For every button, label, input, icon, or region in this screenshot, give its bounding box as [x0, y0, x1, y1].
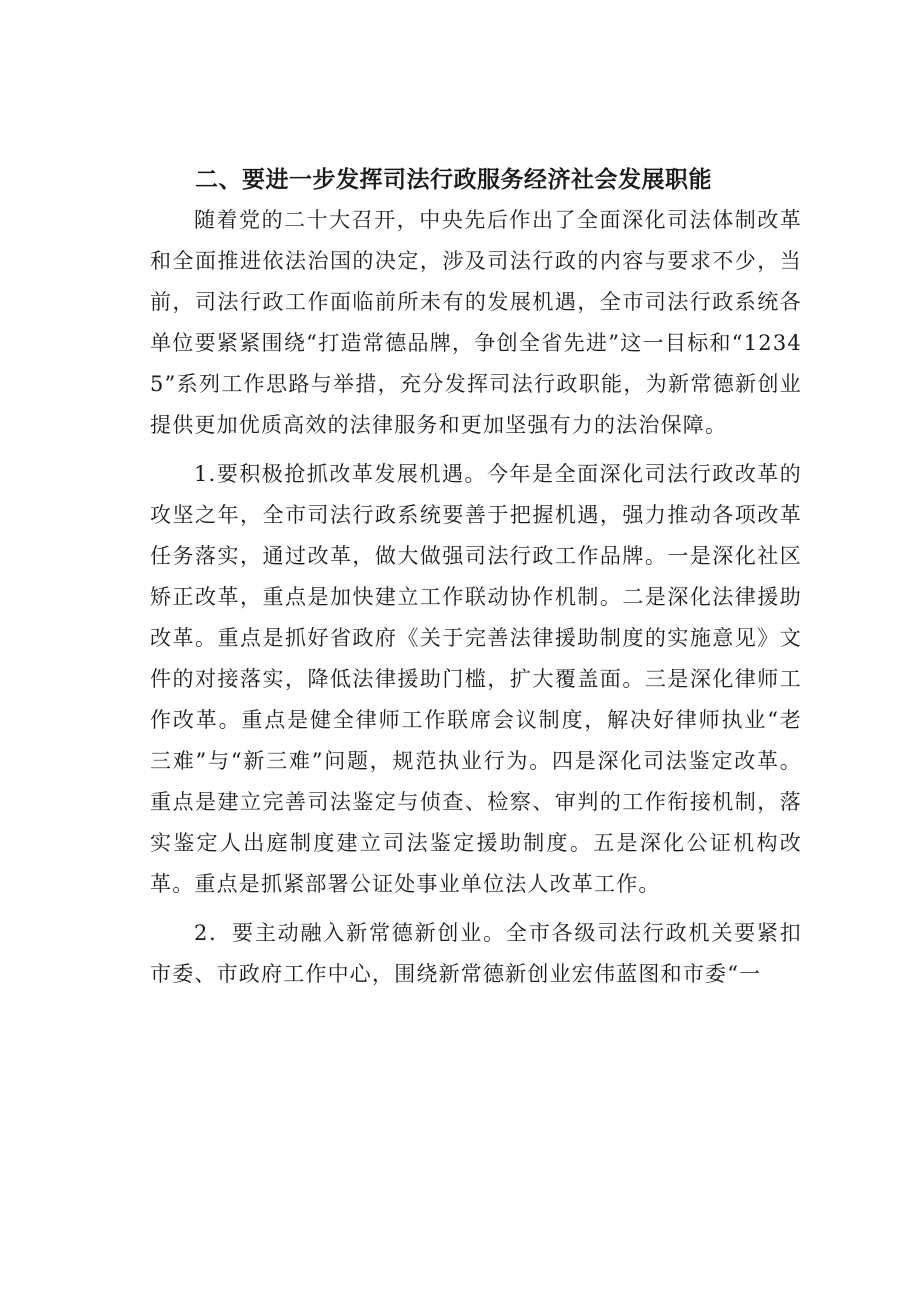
paragraph-reform-opportunities: 1.要积极抢抓改革发展机遇。今年是全面深化司法行政改革的攻坚之年，全市司法行政系统要善于把握机遇，强力推动各项改革任务落实，通过改革，做大做强司法行政工作品牌。一是深化社区矫正改革，重点是加快建立工作联动协作机制。二是深化法律援助改革。重点是抓好省政府《关于完善法律援助制度的实施意见》文件的对接落实，降低法律援助门槛，扩大覆盖面。三是深化律师工作改革。重点是健全律师工作联席会议制度，解决好律师执业“老三难”与“新三难”问题，规范执业行为。四是深化司法鉴定改革。重点是建立完善司法鉴定与侦查、检察、审判的工作衔接机制，落实鉴定人出庭制度建立司法鉴定援助制度。五是深化公证机构改革。重点是抓紧部署公证处事业单位法人改革工作。	[150, 462, 802, 896]
paragraph-new-changde: 2．要主动融入新常德新创业。全市各级司法行政机关要紧扣市委、市政府工作中心，围绕新常德新创业宏伟蓝图和市委“一	[150, 921, 802, 986]
paragraph-intro: 随着党的二十大召开，中央先后作出了全面深化司法体制改革和全面推进依法治国的决定，涉及司法行政的内容与要求不少，当前，司法行政工作面临前所未有的发展机遇，全市司法行政系统各单位要紧紧围绕“打造常德品牌，争创全省先进”这一目标和“12345”系列工作思路与举措，充分发挥司法行政职能，为新常德新创业提供更加优质高效的法律服务和更加坚强有力的法治保障。	[150, 208, 802, 437]
document-body	[150, 160, 802, 995]
section-heading: 二、要进一步发挥司法行政服务经济社会发展职能	[195, 167, 712, 193]
